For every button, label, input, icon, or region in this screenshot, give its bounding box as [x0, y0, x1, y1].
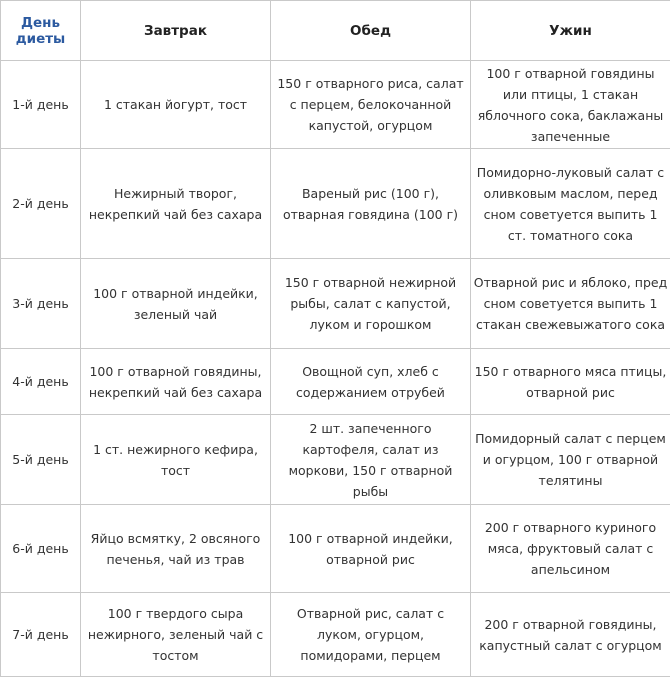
breakfast-cell: 1 ст. нежирного кефира, тост [81, 415, 271, 505]
dinner-cell: 150 г отварного мяса птицы, отварной рис [471, 349, 670, 415]
breakfast-cell: 100 г отварной индейки, зеленый чай [81, 259, 271, 349]
table-row [1, 415, 670, 505]
breakfast-cell: 100 г отварной говядины, некрепкий чай без сахара [81, 349, 271, 415]
lunch-cell: 150 г отварного риса, салат с перцем, белокочанной капустой, огурцом [271, 61, 471, 149]
breakfast-cell: Нежирный творог, некрепкий чай без сахара [81, 149, 271, 259]
table-row [1, 149, 670, 259]
breakfast-cell: Яйцо всмятку, 2 овсяного печенья, чай из трав [81, 505, 271, 593]
dinner-cell: 100 г отварной говядины или птицы, 1 стакан яблочного сока, баклажаны запеченные [471, 61, 670, 149]
day-cell: 3-й день [1, 259, 81, 349]
table-row [1, 349, 670, 415]
day-cell: 1-й день [1, 61, 81, 149]
lunch-cell: 150 г отварной нежирной рыбы, салат с капустой, луком и горошком [271, 259, 471, 349]
day-cell: 5-й день [1, 415, 81, 505]
breakfast-cell: 1 стакан йогурт, тост [81, 61, 271, 149]
header-lunch: Обед [271, 1, 471, 61]
dinner-cell: Помидорный салат с перцем и огурцом, 100 г отварной телятины [471, 415, 670, 505]
dinner-cell: Отварной рис и яблоко, пред сном советуется выпить 1 стакан свежевыжатого сока [471, 259, 670, 349]
lunch-cell: 100 г отварной индейки, отварной рис [271, 505, 471, 593]
lunch-cell: Отварной рис, салат с луком, огурцом, помидорами, перцем [271, 593, 471, 677]
dinner-cell: 200 г отварного куриного мяса, фруктовый салат с апельсином [471, 505, 670, 593]
table-row [1, 505, 670, 593]
day-cell: 6-й день [1, 505, 81, 593]
breakfast-cell: 100 г твердого сыра нежирного, зеленый чай с тостом [81, 593, 271, 677]
header-breakfast: Завтрак [81, 1, 271, 61]
day-cell: 4-й день [1, 349, 81, 415]
lunch-cell: Овощной суп, хлеб с содержанием отрубей [271, 349, 471, 415]
table-row [1, 593, 670, 677]
table-header-row [1, 1, 670, 61]
header-day: День диеты [1, 1, 81, 61]
dinner-cell: Помидорно-луковый салат с оливковым маслом, перед сном советуется выпить 1 ст. томатного сока [471, 149, 670, 259]
day-cell: 7-й день [1, 593, 81, 677]
dinner-cell: 200 г отварной говядины, капустный салат с огурцом [471, 593, 670, 677]
table-row [1, 61, 670, 149]
table-row [1, 259, 670, 349]
lunch-cell: Вареный рис (100 г), отварная говядина (100 г) [271, 149, 471, 259]
day-cell: 2-й день [1, 149, 81, 259]
header-dinner: Ужин [471, 1, 670, 61]
lunch-cell: 2 шт. запеченного картофеля, салат из моркови, 150 г отварной рыбы [271, 415, 471, 505]
